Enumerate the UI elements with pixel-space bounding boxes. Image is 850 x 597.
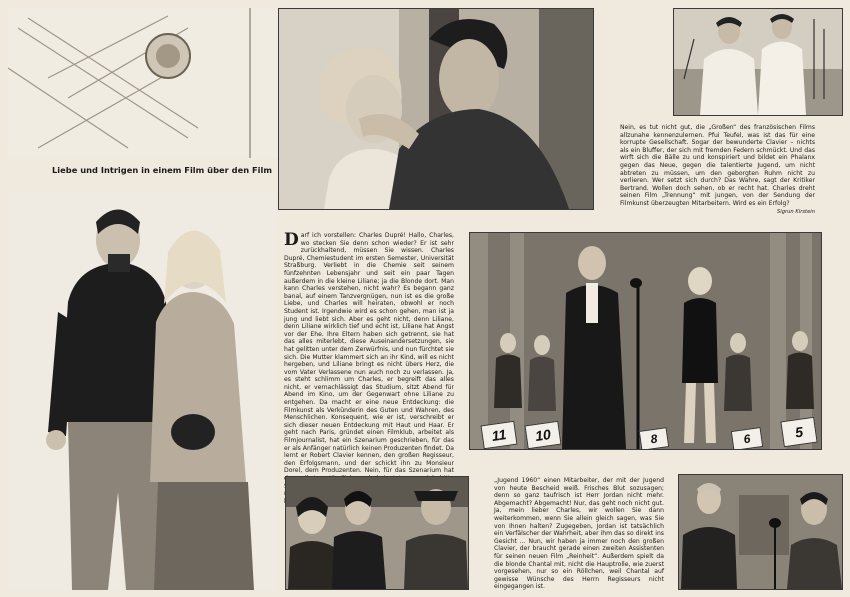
article-text-top-right	[620, 124, 815, 220]
photo-couple-standing	[8, 192, 276, 590]
contest-number-card: 10	[524, 421, 561, 449]
contest-number-card: 5	[780, 417, 817, 447]
article-headline: Liebe und Intrigen in einem Film über den Film	[52, 165, 272, 175]
photo-recording-studio	[678, 474, 843, 590]
article-text-middle	[284, 230, 454, 475]
paragraph-top-right: Nein, es tut nicht gut, die „Großen“ des französischen Films allzunahe kennenzulernen. Pfui Teufel, was ist das für eine korrupte Gesellschaft. Sogar der bewunderte Clavier – nichts als ein Bluffer, der sich mit fremden Federn schmückt. Und das wirft sich die Bälle zu und konspiriert und bildet ein Phalanx gegen das Neue, gegen die talentierte Jugend, um nicht abtreten zu müssen, um den geborgten Ruhm nicht zu verlieren. Wer setzt sich durch? Das Wahre, sagt der Kritiker Bertrand. Wollen doch sehen, ob er recht hat. Charles dreht seinen Film „Trennung“ mit jungen, von der Sendung der Filmkunst überzeugten Mitarbeitern. Wird es ein Erfolg?	[620, 124, 815, 207]
paragraph-middle: arf ich vorstellen: Charles Dupré! Hallo, Charles, wo stecken Sie denn schon wieder? Er ist sehr zurückhaltend, müssen Sie wissen. Charles Dupré, Chemiestudent im ersten Semester, Universität Straßburg. Verliebt in die Chemie seit seinem fünfzehnten Lebensjahr und seit ein paar Tagen außerdem in die kleine Liliane; ja die Blonde dort. Man kann Charles verstehen, nicht wahr? Es begann ganz banal, auf einem Tanzvergnügen, nun ist es die große Liebe, und Charles will heiraten, obwohl er noch Student ist. Irgendwie wird es schon gehen, man ist ja jung und liebt sich. Aber es geht nicht, denn Liliane, denn Liliane wirklich tief und echt ist, Liliane hat Angst vor der Ehe. Ihre Eltern haben sich getrennt, sie hat das alles miterlebt, diese Auseinandersetzungen, sie hat gelitten unter dem Zerwürfnis, und nun fürchtet sie sich. Die Mutter klammert sich an ihr Kind, will es nicht hergeben, und Liliane bringt es nicht übers Herz, die vom Vater Verlassene nun auch noch zu verlassen. Ja, es steht schlimm um Charles, er begreift das alles nicht, er vernachlässigt das Studium, sitzt Abend für Abend im Kino, um der Gegenwart ohne Liliane zu entgehen. Da macht er eine neue Entdeckung: die Filmkunst als Verkünderin des Guten und Wahren, des Menschlichen. Konsequent, wie er ist, verschreibt er sich dieser neuen Entdeckung mit Haut und Haar. Er geht nach Paris, gründet einen Filmklub, arbeitet als Filmjournalist, hat ein Szenarium geschrieben, für das er als Anfänger natürlich keinen Produzenten findet. Da lernt er Robert Clavier kennen, den großen Regisseur, den Erfolgsmann, und der schickt ihn zu Monsieur Dorel, dem Produzenten. Nein, für das Szenarium hat	[284, 232, 454, 475]
photo-beauty-contest	[469, 232, 822, 450]
photo-group-scene	[285, 476, 469, 590]
drop-cap: D	[284, 230, 299, 250]
photo-laboratory	[673, 8, 843, 116]
article-text-bottom	[494, 477, 664, 591]
paragraph-bottom: „Jugend 1960“ einen Mitarbeiter, der mit der Jugend von heute Bescheid weiß. Frisches Blut sozusagen; denn so ganz taufrisch ist Herr Jordan nicht mehr. Abgemacht? Abgemacht! Nur, das geht noch nicht gut. Ja, mein lieber Charles, wir wollen Sie dann weiterkommen, wenn Sie allein gleich sagen, was Sie von Ihnen halten? Zugegeben, Jordan ist tatsächlich ein Verfälscher der Wahrheit, aber ihm das so direkt ins Gesicht ... Nun, wir haben ja immer noch den großen Clavier, der braucht gerade einen zweiten Assistenten für seinen neuen Film „Reinheit“. Außerdem spielt da die blonde Chantal mit, nicht die Hauptrolle, wie zuerst vorgesehen, nur so ein Röllchen, weil Chantal auf gewisse Wünsche des Herrn Regisseurs nicht eingegangen ist.	[494, 477, 664, 591]
studio-background-illustration	[8, 8, 278, 158]
contest-number-card: 11	[480, 421, 517, 449]
photo-couple-embrace	[278, 8, 594, 210]
contest-number-card: 6	[731, 427, 763, 450]
author-signature: Sigrun Kirstein	[776, 208, 815, 215]
contest-number-card: 8	[639, 427, 670, 450]
